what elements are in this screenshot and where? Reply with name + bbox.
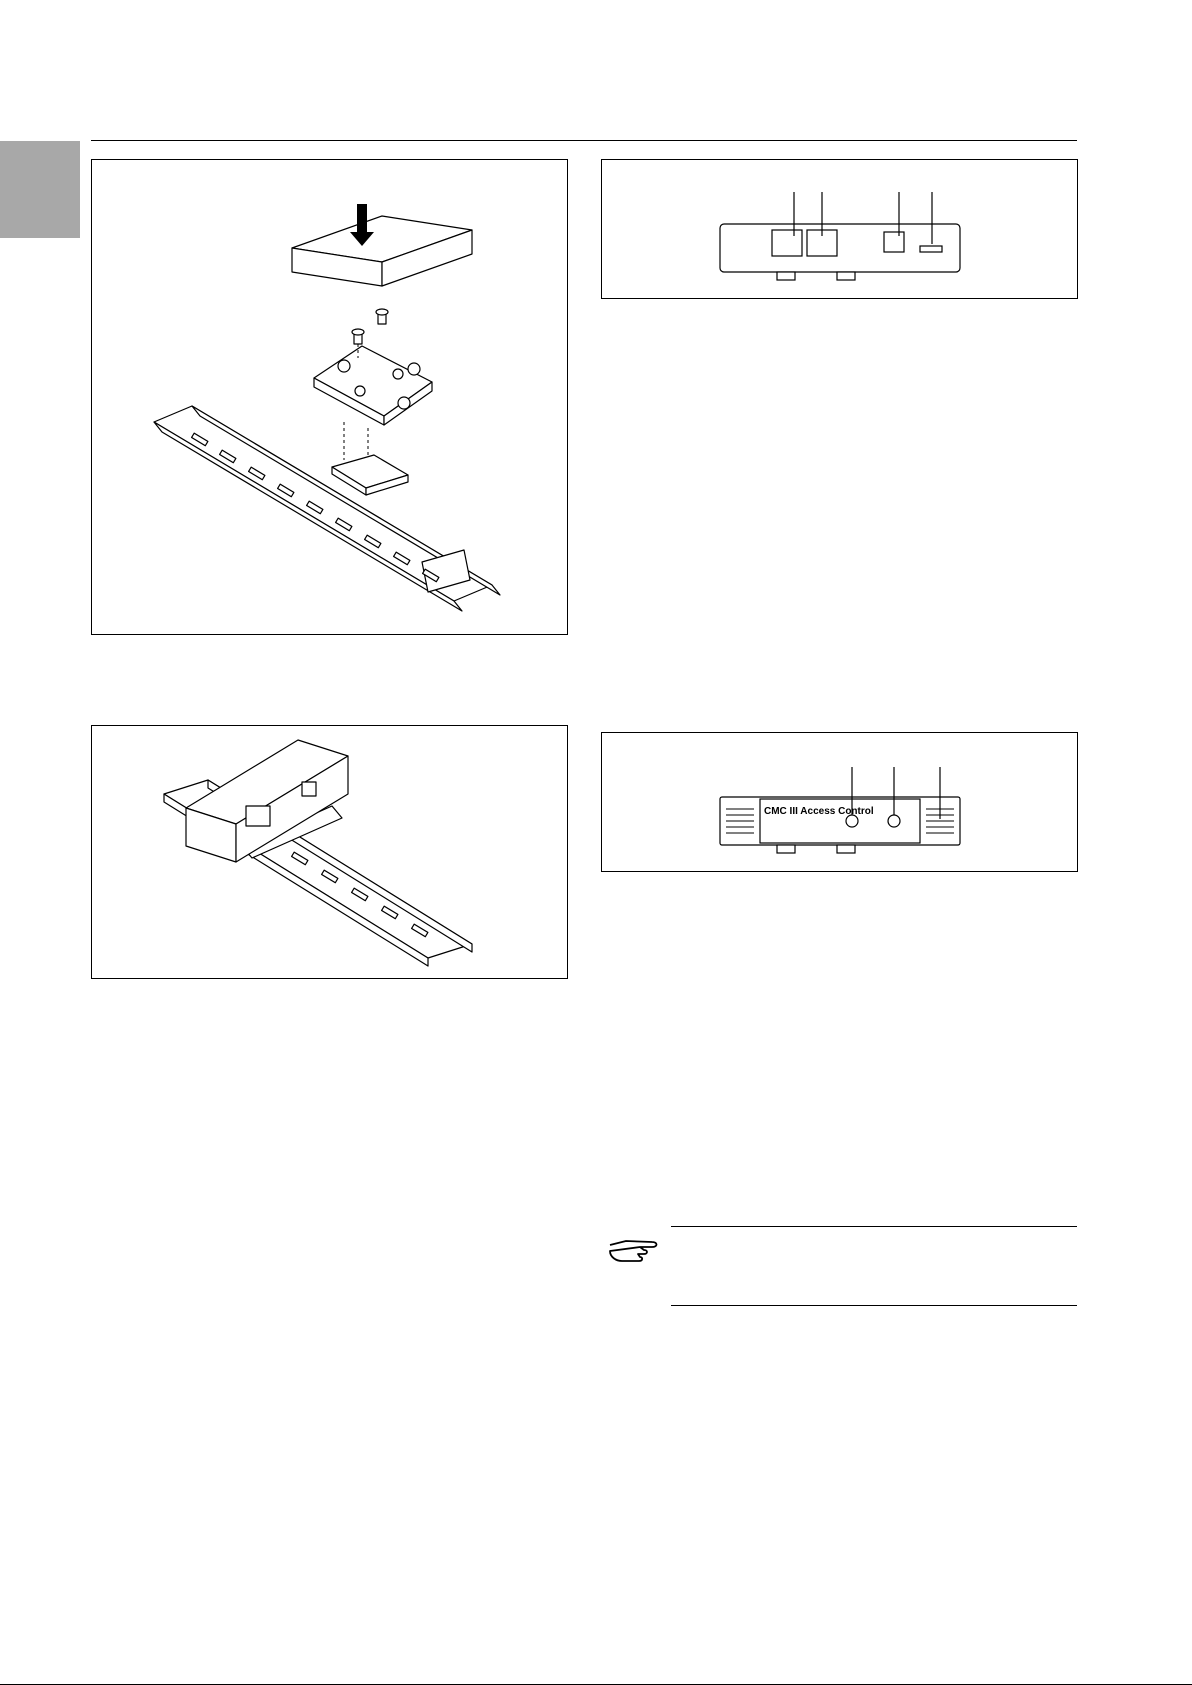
exploded-mount-drawing bbox=[92, 160, 569, 636]
note-bottom-rule bbox=[671, 1305, 1077, 1306]
pointing-hand-icon bbox=[606, 1235, 668, 1272]
figure-rail-mounted bbox=[91, 725, 568, 979]
figure-rear-view bbox=[601, 159, 1078, 299]
figure-front-view bbox=[601, 732, 1078, 872]
device-label: CMC III Access Control bbox=[764, 806, 874, 817]
note-top-rule bbox=[671, 1226, 1077, 1227]
header-rule bbox=[91, 140, 1077, 141]
figure-rail-mount-exploded bbox=[91, 159, 568, 635]
chapter-tab bbox=[0, 141, 80, 238]
mounted-device-drawing bbox=[92, 726, 569, 980]
front-view-drawing bbox=[602, 733, 1079, 873]
rear-view-drawing bbox=[602, 160, 1079, 300]
